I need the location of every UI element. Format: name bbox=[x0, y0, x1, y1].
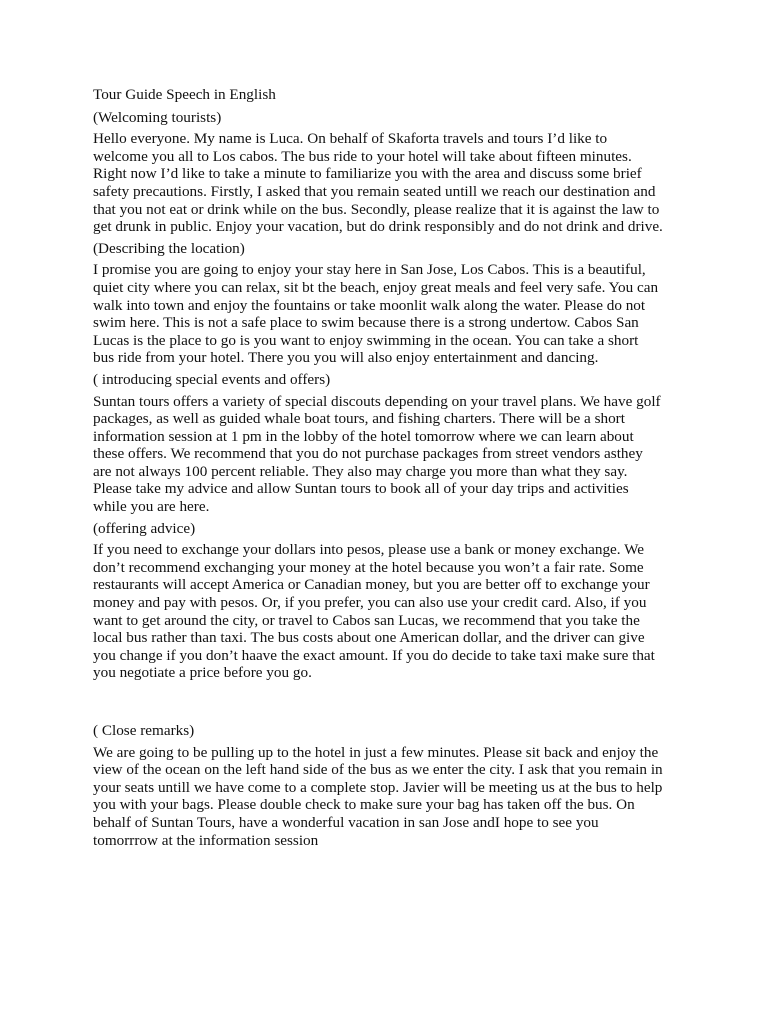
paragraph-line: Suntan tours offers a variety of special discouts depending on your travel plans. We have golf bbox=[93, 392, 661, 410]
paragraph-line: walk into town and enjoy the fountains or take moonlit walk along the water. Please do not bbox=[93, 296, 646, 314]
paragraph-line: packages, as well as guided whale boat tours, and fishing charters. There will be a short bbox=[93, 410, 625, 428]
section-heading-close-remarks: ( Close remarks) bbox=[93, 722, 195, 739]
paragraph-line: don’t recommend exchanging your money at the hotel because you won’t a fair rate. Some bbox=[93, 558, 644, 576]
paragraph-line: swim here. This is not a safe place to swim because there is a strong undertow. Cabos San bbox=[93, 314, 639, 332]
paragraph-line: these offers. We recommend that you do not purchase packages from street vendors asthey bbox=[93, 445, 643, 463]
paragraph-line: restaurants will accept America or Canadian money, but you are better off to exchange your bbox=[93, 576, 650, 594]
section-paragraph-location bbox=[93, 261, 678, 367]
paragraph-line: Lucas is the place to go is you want to enjoy swimming in the ocean. You can take a short bbox=[93, 331, 639, 349]
paragraph-line: that you not eat or drink while on the bus. Secondly, please realize that it is against the law to bbox=[93, 200, 660, 218]
paragraph-line: want to get around the city, or travel to Cabos san Lucas, we recommend that you take the bbox=[93, 611, 640, 629]
section-heading-advice: (offering advice) bbox=[93, 519, 196, 537]
paragraph-line: Please take my advice and allow Suntan tours to book all of your day trips and activities bbox=[93, 480, 629, 498]
paragraph-line: get drunk in public. Enjoy your vacation, but do drink responsibly and do not drink and drive. bbox=[93, 218, 663, 236]
paragraph-line: are not always 100 percent reliable. They also may charge you more than what they say. bbox=[93, 462, 628, 480]
paragraph-line: view of the ocean on the left hand side of the bus as we enter the city. I ask that you remain in bbox=[93, 761, 663, 779]
paragraph-line: Right now I’d like to take a minute to familiarize you with the area and discuss some brief bbox=[93, 165, 642, 183]
section-heading-special-events: ( introducing special events and offers) bbox=[93, 370, 331, 388]
paragraph-line: tomorrrow at the information session bbox=[93, 831, 319, 849]
paragraph-line: Hello everyone. My name is Luca. On behalf of Skaforta travels and tours I’d like to bbox=[93, 130, 608, 148]
document-page bbox=[93, 86, 678, 849]
paragraph-line: I promise you are going to enjoy your stay here in San Jose, Los Cabos. This is a beautiful, bbox=[93, 261, 646, 279]
section-paragraph-special-events bbox=[93, 393, 678, 516]
section-paragraph-advice bbox=[93, 541, 678, 682]
paragraph-line: you change if you don’t haave the exact amount. If you do decide to take taxi make sure that bbox=[93, 646, 655, 664]
section-paragraph-close-remarks bbox=[93, 744, 678, 850]
paragraph-line: while you are here. bbox=[93, 498, 210, 516]
section-paragraph-welcoming bbox=[93, 130, 678, 236]
paragraph-line: your seats untill we have come to a complete stop. Javier will be meeting us at the bus to help bbox=[93, 778, 663, 796]
paragraph-line: If you need to exchange your dollars into pesos, please use a bank or money exchange. We bbox=[93, 541, 644, 559]
paragraph-line: safety precautions. Firstly, I asked that you remain seated untill we reach our destination and bbox=[93, 182, 656, 200]
paragraph-line: welcome you all to Los cabos. The bus ride to your hotel will take about fifteen minutes. bbox=[93, 147, 632, 165]
paragraph-line: behalf of Suntan Tours, have a wonderful vacation in san Jose andI hope to see you bbox=[93, 813, 599, 831]
paragraph-line: money and pay with pesos. Or, if you prefer, you can also use your credit card. Also, if you bbox=[93, 594, 647, 612]
paragraph-line: bus ride from your hotel. There you you will also enjoy entertainment and dancing. bbox=[93, 349, 599, 367]
section-heading-location: (Describing the location) bbox=[93, 239, 245, 257]
paragraph-line: We are going to be pulling up to the hotel in just a few minutes. Please sit back and enjoy the bbox=[93, 743, 659, 761]
document-title: Tour Guide Speech in English bbox=[93, 86, 276, 103]
paragraph-line: you negotiate a price before you go. bbox=[93, 664, 312, 682]
paragraph-line: you with your bags. Please double check to make sure your bag has taken off the bus. On bbox=[93, 796, 635, 814]
paragraph-line: quiet city where you can relax, sit bt the beach, enjoy great meals and feel very safe. You can bbox=[93, 278, 659, 296]
section-heading-welcoming: (Welcoming tourists) bbox=[93, 108, 222, 126]
paragraph-line: local bus rather than taxi. The bus costs about one American dollar, and the driver can give bbox=[93, 629, 645, 647]
paragraph-line: information session at 1 pm in the lobby of the hotel tomorrow where we can learn about bbox=[93, 427, 634, 445]
